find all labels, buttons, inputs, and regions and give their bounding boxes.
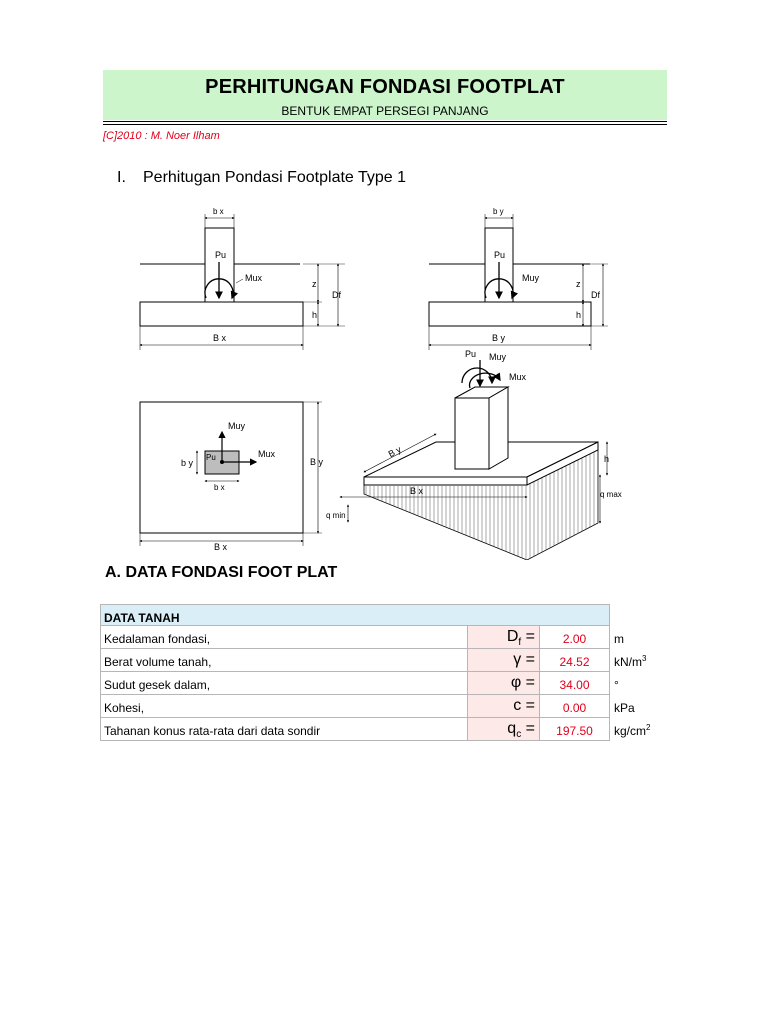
row-symbol: φ =: [467, 672, 539, 695]
row-value[interactable]: 197.50: [539, 718, 610, 741]
label-qmax: q max: [600, 490, 622, 499]
label-h: h: [312, 310, 318, 320]
row-label: Berat volume tanah,: [100, 649, 467, 672]
section-a-heading: A. DATA FONDASI FOOT PLAT: [105, 564, 338, 581]
row-unit: $kN/m^3$: [614, 654, 647, 669]
elevation-y: [429, 207, 608, 350]
row-unit: °: [614, 678, 619, 692]
label-muy-plan: Muy: [228, 421, 246, 431]
table-row: [100, 649, 647, 672]
label-z-y: z: [576, 279, 581, 289]
label-Bx: B x: [213, 333, 227, 343]
label-df: Df: [332, 290, 341, 300]
row-value[interactable]: 34.00: [539, 672, 610, 695]
label-By: B y: [492, 333, 506, 343]
label-By-iso: B y: [386, 444, 403, 460]
label-Bx-plan: B x: [214, 542, 228, 552]
table-header: DATA TANAH: [100, 604, 610, 626]
row-symbol: $q_c$ =: [467, 718, 539, 741]
label-muy-iso: Muy: [489, 352, 507, 362]
table-row: [100, 672, 619, 695]
row-label: Tahanan konus rata-rata dari data sondir: [100, 718, 467, 741]
row-label: Kohesi,: [100, 695, 467, 718]
page-subtitle: BENTUK EMPAT PERSEGI PANJANG: [281, 104, 489, 118]
label-bx-plan: b x: [214, 483, 225, 492]
label-pu-iso: Pu: [465, 349, 477, 359]
label-df-y: Df: [591, 290, 600, 300]
label-qmin: q min: [326, 511, 346, 520]
row-symbol: c =: [467, 695, 539, 718]
copyright-text: [C]2010 : M. Noer Ilham: [103, 130, 220, 142]
label-h-y: h: [576, 310, 582, 320]
row-unit: kPa: [614, 701, 635, 715]
table-row: [100, 626, 624, 649]
section-number: I.: [117, 169, 126, 186]
row-symbol: γ =: [467, 649, 539, 672]
label-mux-plan: Mux: [258, 449, 276, 459]
table-row: [100, 695, 635, 718]
row-symbol: $D_f$ =: [467, 626, 539, 649]
label-pu-plan: Pu: [206, 453, 216, 462]
label-mux: Mux: [245, 273, 263, 283]
page-title: PERHITUNGAN FONDASI FOOTPLAT: [205, 76, 565, 98]
row-value[interactable]: 2.00: [539, 626, 610, 649]
row-label: Sudut gesek dalam,: [100, 672, 467, 695]
label-by: b y: [493, 207, 504, 216]
label-pu: Pu: [215, 250, 227, 260]
label-pu-y: Pu: [494, 250, 506, 260]
section-title: Perhitugan Pondasi Footplate Type 1: [143, 169, 406, 186]
row-unit: m: [614, 632, 624, 646]
label-By-plan: B y: [310, 457, 324, 467]
label-by-plan: b y: [181, 458, 194, 468]
row-value[interactable]: 24.52: [539, 649, 610, 672]
row-unit: $kg/cm^2$: [614, 723, 651, 738]
label-bx: b x: [213, 207, 224, 216]
plan-view: [140, 402, 324, 552]
label-z: z: [312, 279, 317, 289]
label-h-iso: h: [604, 454, 610, 464]
table-row: [100, 718, 651, 741]
label-muy: Muy: [522, 273, 540, 283]
elevation-x: [140, 207, 345, 350]
row-label: Kedalaman fondasi,: [100, 626, 467, 649]
label-mux-iso: Mux: [509, 372, 527, 382]
label-Bx-iso: B x: [410, 486, 424, 496]
isometric-view: [326, 349, 622, 560]
row-value[interactable]: 0.00: [539, 695, 610, 718]
